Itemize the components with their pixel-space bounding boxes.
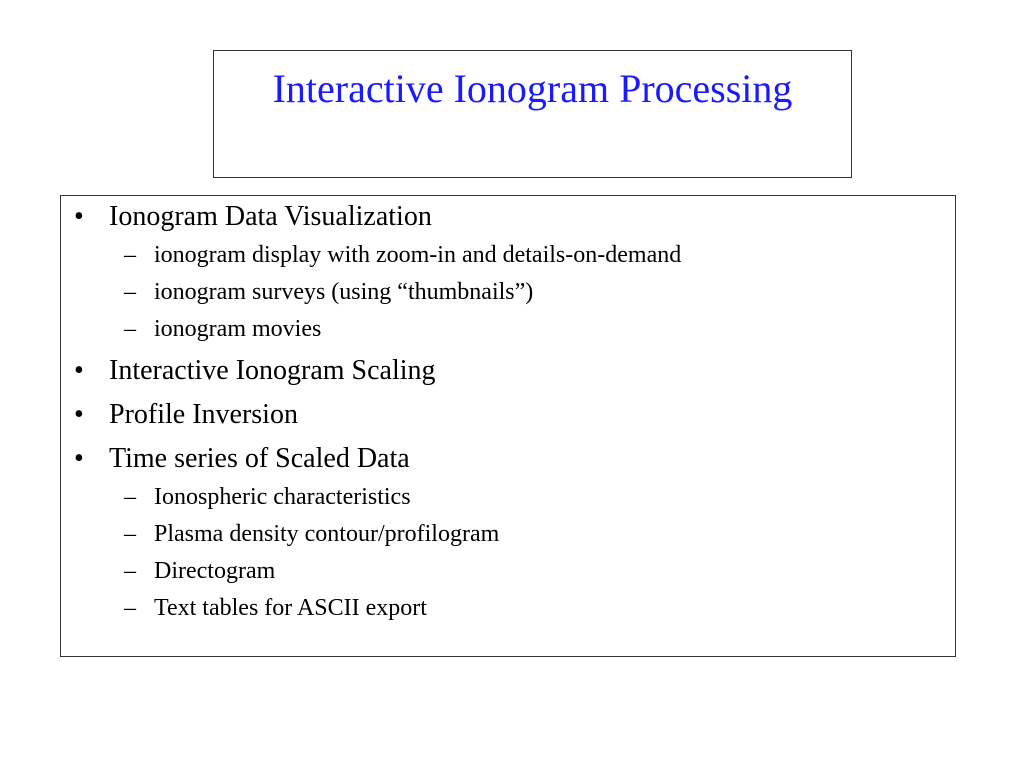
sub-bullet-text: Text tables for ASCII export — [154, 595, 427, 621]
sub-bullet-text: Ionospheric characteristics — [154, 484, 411, 510]
bullet-item — [61, 398, 955, 432]
sub-bullet-list — [109, 482, 955, 623]
bullet-text: Time series of Scaled Data — [109, 443, 410, 474]
bullet-item — [61, 442, 955, 623]
sub-bullet-item — [109, 519, 955, 549]
dash-icon: – — [124, 242, 136, 268]
bullet-icon: • — [74, 399, 84, 430]
sub-bullet-item — [109, 314, 955, 344]
slide-title: Interactive Ionogram Processing — [272, 66, 793, 111]
bullet-icon: • — [74, 443, 84, 474]
bullet-item — [61, 200, 955, 344]
sub-bullet-item — [109, 482, 955, 512]
dash-icon: – — [124, 595, 136, 621]
sub-bullet-item — [109, 240, 955, 270]
dash-icon: – — [124, 316, 136, 342]
dash-icon: – — [124, 484, 136, 510]
bullet-icon: • — [74, 355, 84, 386]
dash-icon: – — [124, 279, 136, 305]
bullet-text: Ionogram Data Visualization — [109, 201, 432, 232]
sub-bullet-text: Directogram — [154, 558, 276, 584]
bullet-icon: • — [74, 201, 84, 232]
dash-icon: – — [124, 521, 136, 547]
sub-bullet-text: ionogram surveys (using “thumbnails”) — [154, 279, 534, 305]
sub-bullet-item — [109, 277, 955, 307]
bullet-text: Interactive Ionogram Scaling — [109, 355, 436, 386]
sub-bullet-item — [109, 593, 955, 623]
sub-bullet-text: ionogram display with zoom-in and details-on-demand — [154, 242, 682, 268]
title-box — [213, 50, 852, 178]
content-box — [60, 195, 956, 657]
sub-bullet-text: Plasma density contour/profilogram — [154, 521, 500, 547]
sub-bullet-text: ionogram movies — [154, 316, 322, 342]
bullet-list — [61, 200, 955, 623]
sub-bullet-item — [109, 556, 955, 586]
dash-icon: – — [124, 558, 136, 584]
bullet-text: Profile Inversion — [109, 399, 298, 430]
bullet-item — [61, 354, 955, 388]
sub-bullet-list — [109, 240, 955, 344]
